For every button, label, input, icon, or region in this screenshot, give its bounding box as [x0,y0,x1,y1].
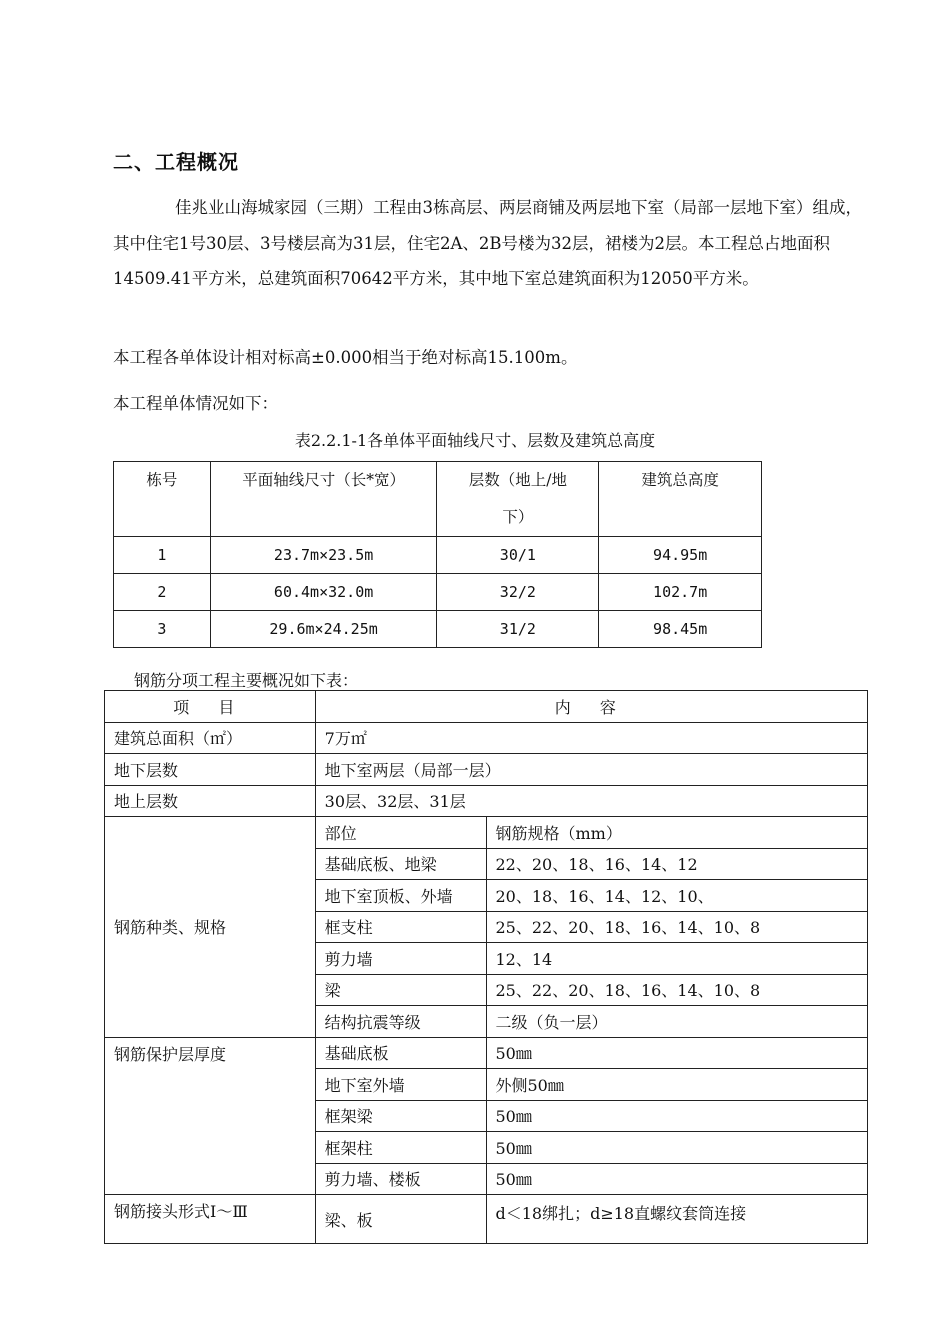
rebar-spec-cell: 25、22、20、18、16、14、10、8 [486,911,868,943]
unit-dimensions-table [113,461,762,648]
table1-cell: 102.7m [599,574,762,611]
table-row [105,722,868,754]
table1-cell: 3 [114,611,211,648]
header-content-cell: 内 容 [315,691,867,723]
table1-cell: 94.95m [599,537,762,574]
section-heading: 二、工程概况 [113,150,239,174]
cover-thickness-label: 钢筋保护层厚度 [105,1037,316,1195]
table1-cell: 98.45m [599,611,762,648]
area-value: 7万㎡ [315,722,867,754]
table-row [114,537,762,574]
table1-cell: 1 [114,537,211,574]
rebar-spec-cell: 钢筋规格（mm） [486,817,868,849]
table1-cell: 60.4m×32.0m [210,574,437,611]
table-row [105,1037,868,1069]
cover-value-cell: 50㎜ [486,1100,868,1132]
units-intro-line: 本工程单体情况如下： [113,394,278,413]
cover-value-cell: 50㎜ [486,1132,868,1164]
table1-header-cell: 栋号 [114,462,211,537]
cover-part-cell: 框架柱 [315,1132,486,1164]
rebar-type-label: 钢筋种类、规格 [105,817,316,1038]
cover-value-cell: 外侧50㎜ [486,1069,868,1101]
cover-part-cell: 剪力墙、楼板 [315,1163,486,1195]
table-row [114,611,762,648]
table1-cell: 23.7m×23.5m [210,537,437,574]
basement-value: 地下室两层（局部一层） [315,754,867,786]
rebar-part-cell: 地下室顶板、外墙 [315,880,486,912]
joint-part-cell: 梁、板 [315,1195,486,1244]
table1-header-cell: 平面轴线尺寸（长*宽） [210,462,437,537]
overview-paragraph: 佳兆业山海城家园（三期）工程由3栋高层、两层商铺及两层地下室（局部一层地下室）组成，其中住宅1号30层、3号楼层高为31层，住宅2A、2B号楼为32层，裙楼为2层。本工程总占地面积14509.41平方米，总建筑面积70642平方米，其中地下室总建筑面积为12050平方米。 [113,198,862,288]
cover-part-cell: 基础底板 [315,1037,486,1069]
rebar-table-intro: 钢筋分项工程主要概况如下表： [134,671,359,690]
table-row [114,574,762,611]
table1-header-cell: 层数（地上/地下） [437,462,599,537]
area-label: 建筑总面积（㎡） [105,722,316,754]
header-item-cell: 项 目 [105,691,316,723]
table2-header-row [105,691,868,723]
rebar-spec-cell: 二级（负一层） [486,1006,868,1038]
rebar-part-cell: 部位 [315,817,486,849]
table1-header-row [114,462,762,537]
rebar-spec-cell: 25、22、20、18、16、14、10、8 [486,974,868,1006]
table1-cell: 31/2 [437,611,599,648]
rebar-part-cell: 基础底板、地梁 [315,848,486,880]
rebar-spec-cell: 12、14 [486,943,868,975]
table1-cell: 29.6m×24.25m [210,611,437,648]
cover-value-cell: 50㎜ [486,1037,868,1069]
table1-cell: 2 [114,574,211,611]
table-row [105,754,868,786]
rebar-part-cell: 梁 [315,974,486,1006]
above-ground-label: 地上层数 [105,785,316,817]
table1-cell: 32/2 [437,574,599,611]
rebar-part-cell: 结构抗震等级 [315,1006,486,1038]
elevation-line: 本工程各单体设计相对标高±0.000相当于绝对标高15.100m。 [113,348,578,367]
table1-header-cell: 建筑总高度 [599,462,762,537]
table1-cell: 30/1 [437,537,599,574]
joint-type-label: 钢筋接头形式Ⅰ～Ⅲ [105,1195,316,1244]
table1-caption: 表2.2.1-1各单体平面轴线尺寸、层数及建筑总高度 [294,431,656,450]
rebar-part-cell: 框支柱 [315,911,486,943]
rebar-part-cell: 剪力墙 [315,943,486,975]
cover-value-cell: 50㎜ [486,1163,868,1195]
rebar-spec-cell: 20、18、16、14、12、10、 [486,880,868,912]
table-row [105,817,868,849]
rebar-overview-table [104,690,868,1244]
joint-value-cell: d＜18绑扎；d≥18直螺纹套筒连接 [486,1195,868,1244]
basement-label: 地下层数 [105,754,316,786]
table-row [105,1195,868,1244]
above-ground-value: 30层、32层、31层 [315,785,867,817]
cover-part-cell: 地下室外墙 [315,1069,486,1101]
rebar-spec-cell: 22、20、18、16、14、12 [486,848,868,880]
cover-part-cell: 框架梁 [315,1100,486,1132]
table-row [105,785,868,817]
